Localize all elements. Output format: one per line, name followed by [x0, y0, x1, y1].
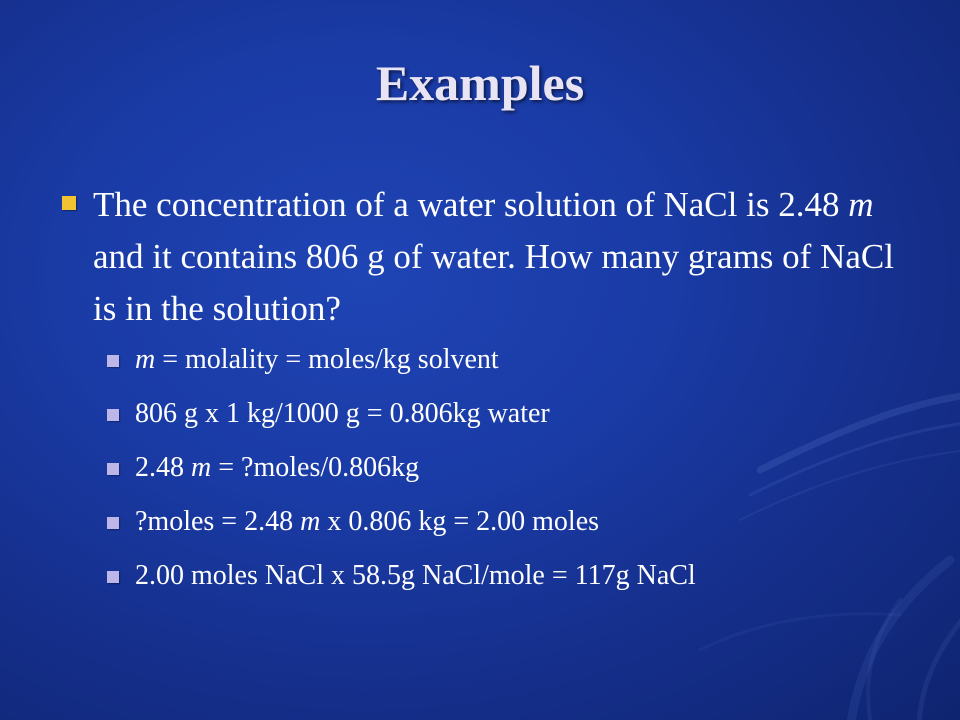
step-text-before: 2.48 — [135, 452, 191, 483]
sub-bullet-icon — [107, 571, 119, 583]
step-unit: m — [135, 344, 156, 375]
step-item — [135, 502, 935, 556]
step-text-after: x 0.806 kg = 2.00 moles — [320, 506, 600, 537]
main-question-unit: m — [848, 185, 874, 224]
step-item — [135, 340, 935, 394]
main-question — [93, 179, 923, 335]
step-unit: m — [300, 506, 321, 537]
sub-bullet-icon — [107, 517, 119, 529]
sub-bullet-icon — [107, 463, 119, 475]
step-item — [135, 556, 935, 610]
sub-bullet-icon — [107, 409, 119, 421]
step-text-after: = ?moles/0.806kg — [211, 452, 420, 483]
step-item — [135, 448, 935, 502]
step-item — [135, 394, 935, 448]
step-text-after: = molality = moles/kg solvent — [155, 344, 499, 375]
step-text-before: 806 g x 1 kg/1000 g = 0.806kg water — [135, 398, 550, 429]
step-unit: m — [191, 452, 212, 483]
step-text-before: ?moles = 2.48 — [135, 506, 301, 537]
step-text-before: 2.00 moles NaCl x 58.5g NaCl/mole = 117g NaCl — [135, 560, 696, 591]
main-question-text-2: and it contains 806 g of water. How many grams of NaCl is in the solution? — [93, 237, 894, 328]
solution-steps — [135, 340, 935, 610]
main-bullet-icon — [62, 196, 76, 210]
sub-bullet-icon — [107, 355, 119, 367]
slide-title: Examples — [375, 55, 585, 111]
main-question-text-1: The concentration of a water solution of NaCl is 2.48 — [93, 185, 849, 224]
